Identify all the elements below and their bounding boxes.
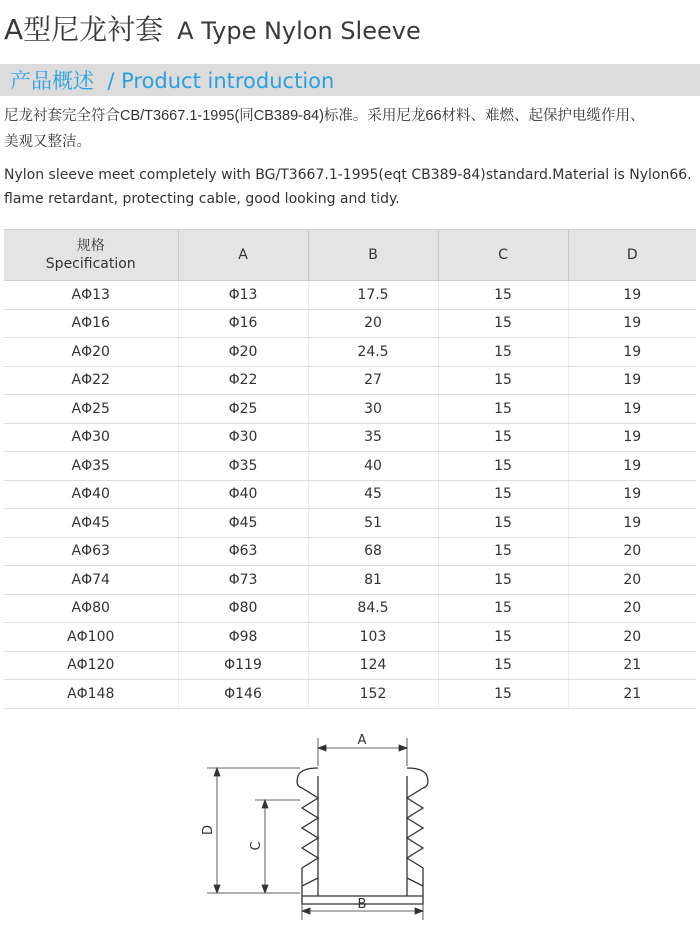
cell-spec: AΦ63 xyxy=(4,537,178,566)
table-row xyxy=(4,566,696,595)
cell-c: 15 xyxy=(438,309,568,338)
sleeve-outline xyxy=(297,768,428,904)
cell-spec: AΦ25 xyxy=(4,395,178,424)
cell-a: Φ16 xyxy=(178,309,308,338)
sleeve-diagram xyxy=(195,728,445,923)
label-a: A xyxy=(357,733,367,748)
table-row xyxy=(4,680,696,709)
cell-c: 15 xyxy=(438,281,568,310)
cell-b: 103 xyxy=(308,623,438,652)
header-c: C xyxy=(438,230,568,281)
header-spec-en: Specification xyxy=(45,256,136,272)
cell-a: Φ35 xyxy=(178,452,308,481)
header-spec-cn: 规格 xyxy=(76,238,105,254)
cell-spec: AΦ45 xyxy=(4,509,178,538)
cell-d: 20 xyxy=(568,623,696,652)
cell-d: 19 xyxy=(568,338,696,367)
header-a: A xyxy=(178,230,308,281)
label-b: B xyxy=(357,897,367,912)
intro-cn-line1: 尼龙衬套完全符合CB/T3667.1-1995(同CB389-84)标准。采用尼龙66材料、难燃、起保护电缆作用、 xyxy=(4,108,645,124)
table-row xyxy=(4,623,696,652)
cell-a: Φ63 xyxy=(178,537,308,566)
cell-spec: AΦ35 xyxy=(4,452,178,481)
intro-en-line2: flame retardant, protecting cable, good looking and tidy. xyxy=(4,191,400,207)
cell-c: 15 xyxy=(438,594,568,623)
cell-a: Φ13 xyxy=(178,281,308,310)
cell-spec: AΦ80 xyxy=(4,594,178,623)
intro-cn-line2: 美观又整洁。 xyxy=(4,134,91,150)
table-row xyxy=(4,395,696,424)
cell-a: Φ25 xyxy=(178,395,308,424)
cell-d: 19 xyxy=(568,281,696,310)
table-row xyxy=(4,651,696,680)
cell-c: 15 xyxy=(438,566,568,595)
table-row xyxy=(4,338,696,367)
table-row xyxy=(4,423,696,452)
cell-a: Φ20 xyxy=(178,338,308,367)
cell-c: 15 xyxy=(438,623,568,652)
header-d: D xyxy=(568,230,696,281)
cell-b: 27 xyxy=(308,366,438,395)
table-row xyxy=(4,452,696,481)
cell-spec: AΦ74 xyxy=(4,566,178,595)
table-row xyxy=(4,309,696,338)
cell-b: 45 xyxy=(308,480,438,509)
title-en: A Type Nylon Sleeve xyxy=(177,17,421,45)
table-row xyxy=(4,480,696,509)
cell-b: 124 xyxy=(308,651,438,680)
cell-c: 15 xyxy=(438,395,568,424)
cell-b: 30 xyxy=(308,395,438,424)
cell-b: 35 xyxy=(308,423,438,452)
cell-d: 20 xyxy=(568,566,696,595)
cell-c: 15 xyxy=(438,423,568,452)
cell-d: 19 xyxy=(568,366,696,395)
header-specification xyxy=(4,230,178,281)
cell-d: 20 xyxy=(568,594,696,623)
label-d: D xyxy=(201,824,216,836)
cell-b: 152 xyxy=(308,680,438,709)
page-title xyxy=(4,8,421,48)
cell-a: Φ45 xyxy=(178,509,308,538)
section-header-bar xyxy=(0,64,700,96)
cell-d: 19 xyxy=(568,395,696,424)
cell-a: Φ80 xyxy=(178,594,308,623)
cell-spec: AΦ120 xyxy=(4,651,178,680)
cell-d: 19 xyxy=(568,509,696,538)
cell-b: 24.5 xyxy=(308,338,438,367)
cell-a: Φ146 xyxy=(178,680,308,709)
header-b: B xyxy=(308,230,438,281)
cell-spec: AΦ20 xyxy=(4,338,178,367)
cell-a: Φ30 xyxy=(178,423,308,452)
table-row xyxy=(4,594,696,623)
spec-table xyxy=(4,229,696,709)
cell-b: 68 xyxy=(308,537,438,566)
cell-c: 15 xyxy=(438,480,568,509)
table-header-row xyxy=(4,230,696,281)
cell-c: 15 xyxy=(438,509,568,538)
cell-d: 19 xyxy=(568,480,696,509)
cell-b: 40 xyxy=(308,452,438,481)
cell-b: 84.5 xyxy=(308,594,438,623)
cell-spec: AΦ40 xyxy=(4,480,178,509)
table-body xyxy=(4,281,696,709)
cell-spec: AΦ13 xyxy=(4,281,178,310)
cell-d: 19 xyxy=(568,452,696,481)
cell-d: 19 xyxy=(568,309,696,338)
cell-a: Φ22 xyxy=(178,366,308,395)
cell-a: Φ119 xyxy=(178,651,308,680)
cell-c: 15 xyxy=(438,452,568,481)
table-row xyxy=(4,509,696,538)
label-c: C xyxy=(249,841,264,851)
cell-spec: AΦ22 xyxy=(4,366,178,395)
cell-b: 51 xyxy=(308,509,438,538)
dimension-d xyxy=(207,768,300,893)
table-row xyxy=(4,281,696,310)
cell-spec: AΦ100 xyxy=(4,623,178,652)
table-row xyxy=(4,366,696,395)
cell-spec: AΦ30 xyxy=(4,423,178,452)
cell-spec: AΦ148 xyxy=(4,680,178,709)
cell-c: 15 xyxy=(438,537,568,566)
cell-d: 19 xyxy=(568,423,696,452)
cell-c: 15 xyxy=(438,680,568,709)
cell-a: Φ98 xyxy=(178,623,308,652)
table-row xyxy=(4,537,696,566)
cell-d: 21 xyxy=(568,651,696,680)
section-title: 产品概述 / Product introduction xyxy=(10,69,335,93)
cell-c: 15 xyxy=(438,338,568,367)
cell-c: 15 xyxy=(438,651,568,680)
cell-b: 17.5 xyxy=(308,281,438,310)
cell-d: 20 xyxy=(568,537,696,566)
cell-c: 15 xyxy=(438,366,568,395)
title-cn: A型尼龙衬套 xyxy=(4,13,164,46)
cell-a: Φ40 xyxy=(178,480,308,509)
cell-a: Φ73 xyxy=(178,566,308,595)
cell-b: 20 xyxy=(308,309,438,338)
cell-spec: AΦ16 xyxy=(4,309,178,338)
intro-en-line1: Nylon sleeve meet completely with BG/T3667.1-1995(eqt CB389-84)standard.Material is Nylon66. xyxy=(4,167,692,183)
cell-b: 81 xyxy=(308,566,438,595)
cell-d: 21 xyxy=(568,680,696,709)
